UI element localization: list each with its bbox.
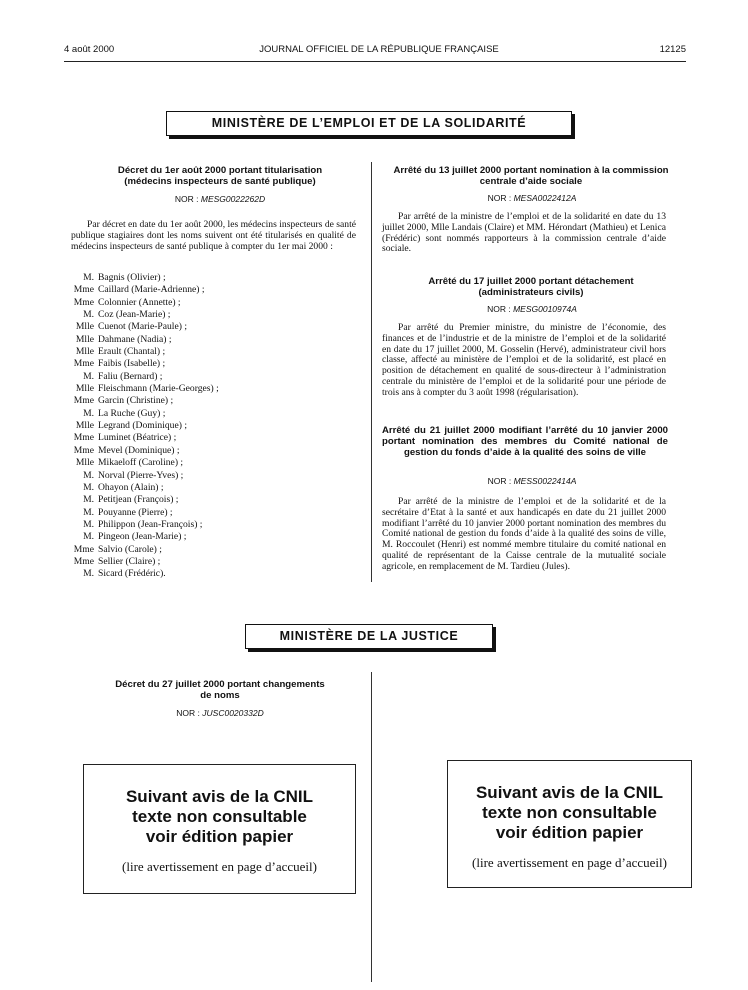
name-list-item (71, 445, 219, 457)
arrete-comite-nor (382, 476, 682, 486)
name-text: Pouyanne (Pierre) ; (98, 506, 173, 518)
name-text: Philippon (Jean-François) ; (98, 518, 203, 530)
name-title: M. (83, 531, 94, 543)
name-list-item (71, 408, 219, 420)
name-title: Mlle (75, 457, 94, 469)
name-title: M. (83, 518, 94, 530)
name-text: Petitjean (François) ; (98, 494, 179, 506)
nor-label: NOR : (487, 193, 512, 203)
column-divider-top (371, 162, 372, 582)
ministry-justice-heading: MINISTÈRE DE LA JUSTICE (245, 624, 493, 649)
name-list-item (71, 371, 219, 383)
arrete-detachement-body: Par arrêté du Premier ministre, du ministre de l’économie, des finances et de l’industrie et de la ministre de l’emploi et de la solidarité en date du 17 juillet 2000, M. Gosselin (Hervé), administrateur civil hors classe, affecté au ministère de l’emploi et de la solidarité, est placé en position de détachement en qualité de sous-directeur à l’administration centrale du ministère de l’emploi et de la solidarité pour une période de trois ans à compter du 3 août 1998 (régularisation). (382, 322, 666, 398)
cnil-line-1: Suivant avis de la CNIL (475, 783, 664, 802)
name-text: Dahmane (Nadia) ; (98, 333, 172, 345)
name-text: Caillard (Marie-Adrienne) ; (98, 284, 205, 296)
name-text: Ohayon (Alain) ; (98, 481, 164, 493)
name-title: M. (83, 272, 94, 283)
name-title: Mme (73, 543, 94, 555)
arrete-detachement-nor (382, 304, 682, 314)
nor-code: MESA0022412A (513, 193, 577, 203)
name-list-item (71, 432, 219, 444)
cnil-line-3: voir édition papier (145, 827, 294, 846)
name-list-item (71, 556, 219, 568)
name-list-item (71, 321, 219, 333)
page-number: 12125 (659, 44, 686, 55)
name-list-item (71, 346, 219, 358)
decree-titularisation-title: Décret du 1er août 2000 portant titularisation (médecins inspecteurs de santé publique) (117, 165, 323, 187)
name-text: Erault (Chantal) ; (98, 346, 166, 358)
name-list-item (71, 531, 219, 543)
name-list-item (71, 470, 219, 482)
nor-label: NOR : (174, 194, 199, 204)
name-text: Cuenot (Marie-Paule) ; (98, 321, 187, 333)
decree-titularisation-body: Par décret en date du 1er août 2000, les médecins inspecteurs de santé publique stagiaires dont les noms suivent ont été titularisés en qualité de médecins inspecteurs de santé publique à compter du 1er mai 2000 : (71, 219, 356, 252)
cnil-notice-heading (448, 783, 691, 843)
name-list-item (71, 568, 219, 580)
name-title: M. (83, 469, 94, 481)
nor-label: NOR : (487, 304, 511, 314)
arrete-commission-body: Par arrêté de la ministre de l’emploi et de la solidarité en date du 13 juillet 2000, Mlle Landais (Claire) et MM. Hérondart (Mathieu) et Lenica (Frédéric) sont nommés rapporteurs à la commission centrale d’aide sociale. (382, 211, 666, 255)
name-title: Mme (73, 555, 94, 567)
name-list-item (71, 284, 219, 296)
name-list-item (71, 507, 219, 519)
nor-code: MESG0022262D (200, 194, 266, 204)
nor-code: MESS0022414A (513, 476, 577, 486)
name-text: Faibis (Isabelle) ; (98, 358, 166, 370)
name-list-item (71, 297, 219, 309)
name-title: M. (83, 506, 94, 518)
arrete-comite-title: Arrêté du 21 juillet 2000 modifiant l’arrêté du 10 janvier 2000 portant nomination des membres du Comité national de gestion du fonds d’aide à la qualité des soins de ville (382, 425, 668, 458)
name-text: Mikaeloff (Caroline) ; (98, 457, 184, 469)
ministry-emploi-heading: MINISTÈRE DE L’EMPLOI ET DE LA SOLIDARITÉ (166, 111, 572, 136)
cnil-notice-right (447, 760, 692, 888)
name-text: Bagnis (Olivier) ; (98, 272, 166, 283)
name-list-item (71, 544, 219, 556)
name-list-item (71, 334, 219, 346)
cnil-line-2: texte non consultable (132, 807, 307, 826)
arrete-commission-nor (382, 193, 682, 203)
cnil-note: (lire avertissement en page d’accueil) (122, 859, 317, 874)
cnil-line-1: Suivant avis de la CNIL (125, 787, 314, 806)
nor-code: JUSC0020332D (202, 708, 264, 718)
name-list-item (71, 272, 219, 284)
name-text: Colonnier (Annette) ; (98, 296, 181, 308)
header-rule (64, 61, 686, 62)
header-date: 4 août 2000 (64, 44, 115, 55)
cnil-line-2: texte non consultable (482, 803, 657, 822)
cnil-line-3: voir édition papier (495, 823, 644, 842)
name-text: Garcin (Christine) ; (98, 395, 174, 407)
cnil-notice-heading (84, 787, 355, 847)
name-list-item (71, 358, 219, 370)
name-title: M. (83, 407, 94, 419)
name-title: Mme (73, 296, 94, 308)
decree-noms-nor (60, 708, 380, 718)
name-list-item (71, 309, 219, 321)
name-title: Mme (73, 395, 94, 407)
name-text: Luminet (Béatrice) ; (98, 432, 177, 444)
arrete-detachement-title: Arrêté du 17 juillet 2000 portant détachement (administrateurs civils) (428, 276, 634, 298)
name-title: Mlle (75, 333, 94, 345)
name-list-item (71, 420, 219, 432)
name-title: M. (83, 481, 94, 493)
name-text: Faliu (Bernard) ; (98, 370, 163, 382)
decree-titularisation-nor (60, 194, 380, 204)
name-list-item (71, 395, 219, 407)
physician-name-list (71, 272, 219, 581)
arrete-commission-title: Arrêté du 13 juillet 2000 portant nomination à la commission centrale d’aide sociale (393, 165, 669, 187)
name-title: Mme (73, 432, 94, 444)
name-list-item (71, 383, 219, 395)
name-text: Legrand (Dominique) ; (98, 420, 187, 432)
name-title: Mlle (75, 346, 94, 358)
name-title: Mlle (75, 420, 94, 432)
name-list-item (71, 457, 219, 469)
name-text: Salvio (Carole) ; (98, 543, 162, 555)
name-title: Mme (73, 444, 94, 456)
name-text: Sicard (Frédéric). (98, 568, 166, 580)
name-title: Mme (73, 284, 94, 296)
nor-label: NOR : (176, 708, 200, 718)
name-title: M. (83, 309, 94, 321)
name-text: Pingeon (Jean-Marie) ; (98, 531, 187, 543)
column-divider-bottom (371, 672, 372, 982)
name-title: M. (83, 568, 94, 580)
name-list-item (71, 482, 219, 494)
decree-noms-title: Décret du 27 juillet 2000 portant changements de noms (115, 679, 325, 701)
journal-title: JOURNAL OFFICIEL DE LA RÉPUBLIQUE FRANÇAISE (259, 44, 499, 55)
name-text: Fleischmann (Marie-Georges) ; (98, 383, 219, 395)
name-text: Mevel (Dominique) ; (98, 444, 180, 456)
name-title: Mlle (75, 383, 94, 395)
cnil-note: (lire avertissement en page d’accueil) (472, 855, 667, 870)
arrete-comite-body: Par arrêté de la ministre de l’emploi et de la solidarité et de la secrétaire d’Etat à la santé et aux handicapés en date du 21 juillet 2000 modifiant l’arrêté du 10 janvier 2000 portant nomination des membres du Comité national de gestion du fonds d’aide à la qualité des soins de ville, M. Roccoulet (Henri) est nommé membre titulaire du comité national en qualité de représentant de la Caisse centrale de la mutualité sociale agricole, en remplacement de M. Tardieu (Jules). (382, 496, 666, 572)
name-title: Mlle (75, 321, 94, 333)
name-title: M. (83, 494, 94, 506)
name-list-item (71, 494, 219, 506)
name-title: Mme (73, 358, 94, 370)
cnil-notice-left (83, 764, 356, 894)
nor-label: NOR : (487, 476, 512, 486)
name-text: La Ruche (Guy) ; (98, 407, 166, 419)
name-list-item (71, 519, 219, 531)
name-title: M. (83, 370, 94, 382)
name-text: Coz (Jean-Marie) ; (98, 309, 171, 321)
nor-code: MESG0010974A (513, 304, 577, 314)
name-text: Norval (Pierre-Yves) ; (98, 469, 184, 481)
name-text: Sellier (Claire) ; (98, 555, 161, 567)
